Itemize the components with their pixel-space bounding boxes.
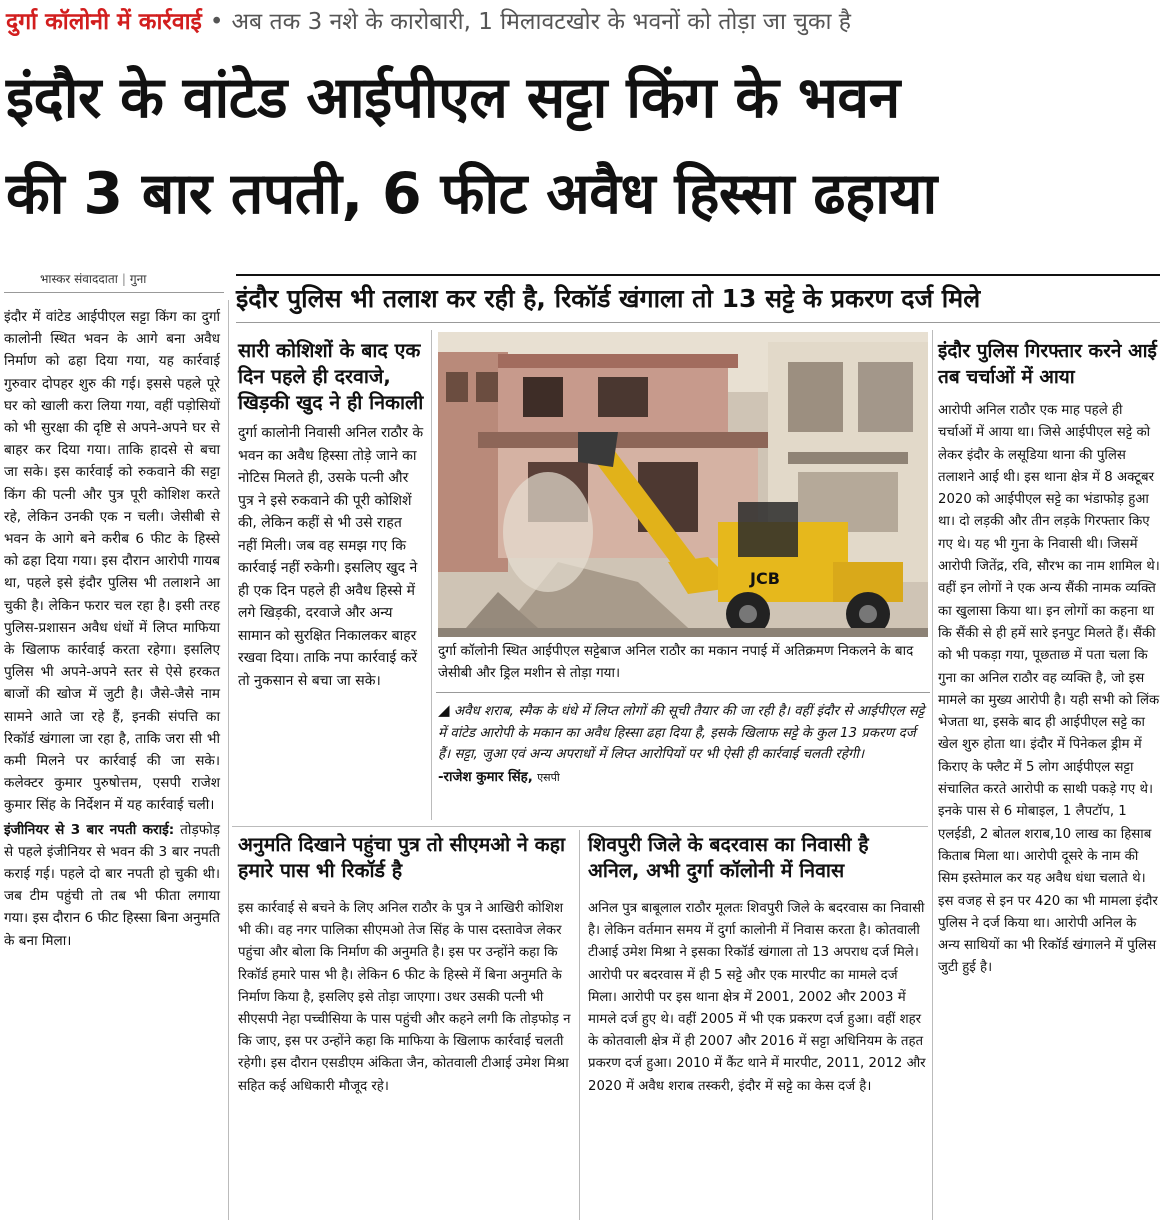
- bottom-middle-heading: शिवपुरी जिले के बदरवास का निवासी है अनिल, अभी दुर्गा कॉलोनी में निवास: [588, 833, 869, 882]
- byline-rule: [4, 292, 224, 293]
- sp-quote: ◢ अवैध शराब, स्मैक के धंधे में लिप्त लोगों की सूची तैयार की जा रही है। वहीं इंदौर से आईपीएल सट्टे में वांटेड आरोपी के मकान का अवैध हिस्सा ढहा दिया है, इसके खिलाफ सट्टे के कुल 13 प्रकरण दर्ज हैं। सट्टा, जुआ एवं अन्य अपराधों में लिप्त आरोपियों पर भी ऐसी ही कार्रवाई चलती रहेगी। -राजेश कुमार सिंह, एसपी: [438, 701, 925, 785]
- demolition-photo-drawing: [438, 332, 928, 637]
- byline-reporter: भास्कर संवाददाता: [40, 272, 118, 286]
- headline-line-2: की 3 बार तपती, 6 फीट अवैध हिस्सा ढहाया: [6, 161, 937, 227]
- quote-text: अवैध शराब, स्मैक के धंधे में लिप्त लोगों की सूची तैयार की जा रही है। वहीं इंदौर से आईपीएल सट्टे में वांटेड आरोपी के मकान का अवैध हिस्सा ढहा दिया है, इसके खिलाफ सट्टे के कुल 13 प्रकरण दर्ज हैं। सट्टा, जुआ एवं अन्य अपराधों में लिप्त आरोपियों पर भी ऐसी ही कार्रवाई चलती रहेगी।: [438, 704, 925, 762]
- jcb-label: JCB: [750, 569, 780, 588]
- kicker-text: अब तक 3 नशे के कारोबारी, 1 मिलावटखोर के भवनों को तोड़ा जा चुका है: [231, 9, 851, 35]
- byline: भास्कर संवाददाता | गुना: [40, 272, 147, 286]
- bottom-middle-story: [588, 832, 926, 1098]
- column-3-heading: इंदौर पुलिस गिरफ्तार करने आई तब चर्चाओं में आया: [938, 340, 1157, 388]
- bottom-left-para: इस कार्रवाई से बचने के लिए अनिल राठौर के पुत्र ने आखिरी कोशिश भी की। वह नगर पालिका सीएमओ तेज सिंह के पास दस्तावेज लेकर पहुंचा और बोला कि निर्माण की अनुमति है। इस पर उन्होंने कहा कि रिकॉर्ड हमारे पास भी है। लेकिन 6 फीट के हिस्से में बिना अनुमति के निर्माण किया है, इसलिए इसे तोड़ा जाएगा। उधर उसकी पत्नी भी सीएसपी नेहा पच्चीसिया के पास पहुंची और कहने लगी कि तोड़फोड़ न कि जाए, इस पर उन्होंने कहा कि माफिया के खिलाफ कार्रवाई चलती रहेगी। इस दौरान एसडीएम अंकिता जैन, कोतवाली टीआई उमेश मिश्रा सहित कई अधिकारी मौजूद रहे।: [238, 901, 571, 1094]
- headline-line-1: इंदौर के वांटेड आईपीएल सट्टा किंग के भवन: [6, 65, 900, 131]
- subhead-bottom-rule: [236, 322, 1160, 323]
- caption-rule: [436, 692, 930, 693]
- column-2-heading: सारी कोशिशों के बाद एक दिन पहले ही दरवाजे, खिड़की खुद ने ही निकाली: [238, 339, 424, 414]
- horizontal-rule-bottom: [232, 826, 928, 827]
- photo-caption: दुर्गा कॉलोनी स्थित आईपीएल सट्टेबाज अनिल राठौर का मकान नपाई में अतिक्रमण निकलने के बाद जेसीबी और ड्रिल मशीन से तोड़ा गया।: [438, 643, 914, 681]
- column-2-para: दुर्गा कालोनी निवासी अनिल राठौर के भवन का अवैध हिस्सा तोड़े जाने का नोटिस मिलते ही, उसके पत्नी और पुत्र ने इसे रुकवाने की पूरी कोशिशें की, लेकिन कहीं से भी उसे राहत नहीं मिली। जब वह समझ गए कि कार्रवाई नहीं रुकेगी। इसलिए खुद ने ही एक दिन पहले ही अवैध हिस्से में लगे खिड़की, दरवाजे और अन्य सामान को सुरक्षित निकालकर बाहर रखवा दिया। ताकि नपा कार्रवाई करें तो नुकसान से बचा जा सके।: [238, 425, 424, 689]
- kicker-bullet: •: [209, 9, 224, 35]
- column-3-para: आरोपी अनिल राठौर एक माह पहले ही चर्चाओं में आया था। जिसे आईपीएल सट्टे को लेकर इंदौर के लसूडिया थाना की पुलिस तलाशने आई थी। इस थाना क्षेत्र में 8 अक्टूबर 2020 को आईपीएल सट्टे का भंडाफोड़ हुआ था। दो लड़की और तीन लड़के गिरफ्तार किए गए थे। यह भी गुना के निवासी थी। जिसमें आरोपी जितेंद्र, रवि, सौरभ का नाम शामिल थे। वहीं इन लोगों ने एक अन्य सैंकी नामक व्यक्ति का खुलासा किया था। इन लोगों का कहना था कि सैंकी से ही हमें सारे इनपुट मिलते हैं। सैंकी को भी पकड़ा गया, पूछताछ में पता चला कि गुना का अनिल राठौर वह व्यक्ति है, जो इस मामले का मुख्य आरोपी है। यही सभी को लिंक भेजता था, इसके बाद ही आईपीएल सट्टे का खेल शुरु होता था। इंदौर में पिनेकल ड्रीम में किराए के फ्लैट में 5 लोग आईपीएल सट्टा संचालित करते आरोपी क साथी पकड़े गए थे। इनके पास से 6 मोबाइल, 1 लैपटॉप, 1 एलईडी, 2 बोतल शराब,10 लाख का हिसाब किताब मिला था। आरोपी दूसरे के नाम की सिम इस्तेमाल कर यह अवैध धंधा चलाते थे। इस वजह से इन पर 420 का भी मामला इंदौर पुलिस ने दर्ज किया था। आरोपी अनिल के अन्य साथियों का भी रिकॉर्ड खंगालने में पुलिस जुटी हुई है।: [938, 403, 1160, 976]
- byline-city: गुना: [129, 272, 147, 286]
- bottom-middle-para: अनिल पुत्र बाबूलाल राठौर मूलतः शिवपुरी जिले के बदरवास का निवासी है। लेकिन वर्तमान समय में दुर्गा कालोनी में निवास करता है। कोतवाली टीआई उमेश मिश्रा ने इसका रिकॉर्ड खंगाला तो 13 अपराध दर्ज मिले। आरोपी पर बदरवास में ही 5 सट्टे और एक मारपीट का मामले दर्ज मिला। आरोपी पर इस थाना क्षेत्र में 2001, 2002 और 2003 में मामले दर्ज हुए थे। वहीं 2005 में भी एक प्रकरण दर्ज हुआ। वहीं शहर के कोतवाली क्षेत्र में ही 2007 और 2016 में सट्टा अधिनियम के तहत प्रकरण दर्ज हुआ। 2010 में कैंट थाने में मारपीट, 2011, 2012 और 2020 में अवैध शराब तस्करी, इंदौर में सट्टे का केस दर्ज है।: [588, 901, 926, 1094]
- bottom-left-story: [238, 832, 572, 1098]
- subhead: इंदौर पुलिस भी तलाश कर रही है, रिकॉर्ड खंगाला तो 13 सट्टे के प्रकरण दर्ज मिले: [236, 284, 981, 313]
- column-1-sub-para: [4, 819, 220, 952]
- column-1-para: इंदौर में वांटेड आईपीएल सट्टा किंग का दुर्गा कालोनी स्थित भवन के आगे बना अवैध निर्माण को ढहा दिया गया, यह कार्रवाई गुरुवार दोपहर शुरु की गई। इससे पहले पूरे घर को खाली करा लिया गया, वहीं पड़ोसियों को भी सुरक्षा की दृष्टि से अपने-अपने घर से बाहर कर दिया गया। ताकि हादसे से बचा जा सके। इस कार्रवाई को रुकवाने की सट्टा किंग की पत्नी और पुत्र पूरी कोशिश करते रहे, लेकिन उनकी एक न चली। जेसीबी से भवन के आगे बने करीब 6 फीट के हिस्से को ढहा दिया गया। इस दौरान आरोपी गायब था, पहले इसे इंदौर पुलिस भी तलाशने आ चुकी है। लेकिन फरार चल रहा है। इसी तरह पुलिस-प्रशासन अवैध धंधों में लिप्त माफिया के खिलाफ कार्रवाई करता रहेगा। इसलिए पुलिस भी अपने-अपने स्तर से ऐसे हरकत बाजों की खोज में जुटी है। जैसे-जैसे नाम सामने आते जा रहे हैं, इनकी संपत्ति का रिकॉर्ड खंगाला जा रहा है, ताकि जरा सी भी कमी मिलने पर कार्रवाई की जा सके। कलेक्टर कुमार पुरुषोत्तम, एसपी राजेश कुमार सिंह के निर्देशन में यह कार्रवाई चली।: [4, 309, 220, 814]
- column-rule-2: [431, 330, 432, 820]
- main-headline: [6, 50, 1156, 242]
- subhead-top-rule: [236, 274, 1160, 276]
- column-1-story: [4, 306, 220, 952]
- column-rule-3: [932, 330, 933, 1220]
- quote-author: -राजेश कुमार सिंह,: [438, 769, 533, 785]
- column-1-lead: इंजीनियर से 3 बार नपती कराई:: [4, 821, 175, 838]
- column-rule-1: [228, 300, 229, 1220]
- quote-role: एसपी: [537, 770, 560, 784]
- column-1-para-2: तोड़फोड़ से पहले इंजीनियर से भवन की 3 बार नपती कराई गई। पहले दो बार नपती हो चुकी थी। जब टीम पहुंची तो तब भी फीता लगाया गया। इस दौरान 6 फीट हिस्सा बिना अनुमति के बना मिला।: [4, 821, 220, 949]
- bottom-left-heading: अनुमति दिखाने पहुंचा पुत्र तो सीएमओ ने कहा हमारे पास भी रिकॉर्ड है: [238, 833, 565, 882]
- kicker-highlight: दुर्गा कॉलोनी में कार्रवाई: [6, 9, 202, 35]
- demolition-photo: [438, 332, 928, 637]
- kicker-line: [6, 2, 1158, 42]
- column-3-story: [938, 338, 1160, 980]
- column-rule-4: [579, 830, 580, 1220]
- column-2-story: [238, 338, 424, 692]
